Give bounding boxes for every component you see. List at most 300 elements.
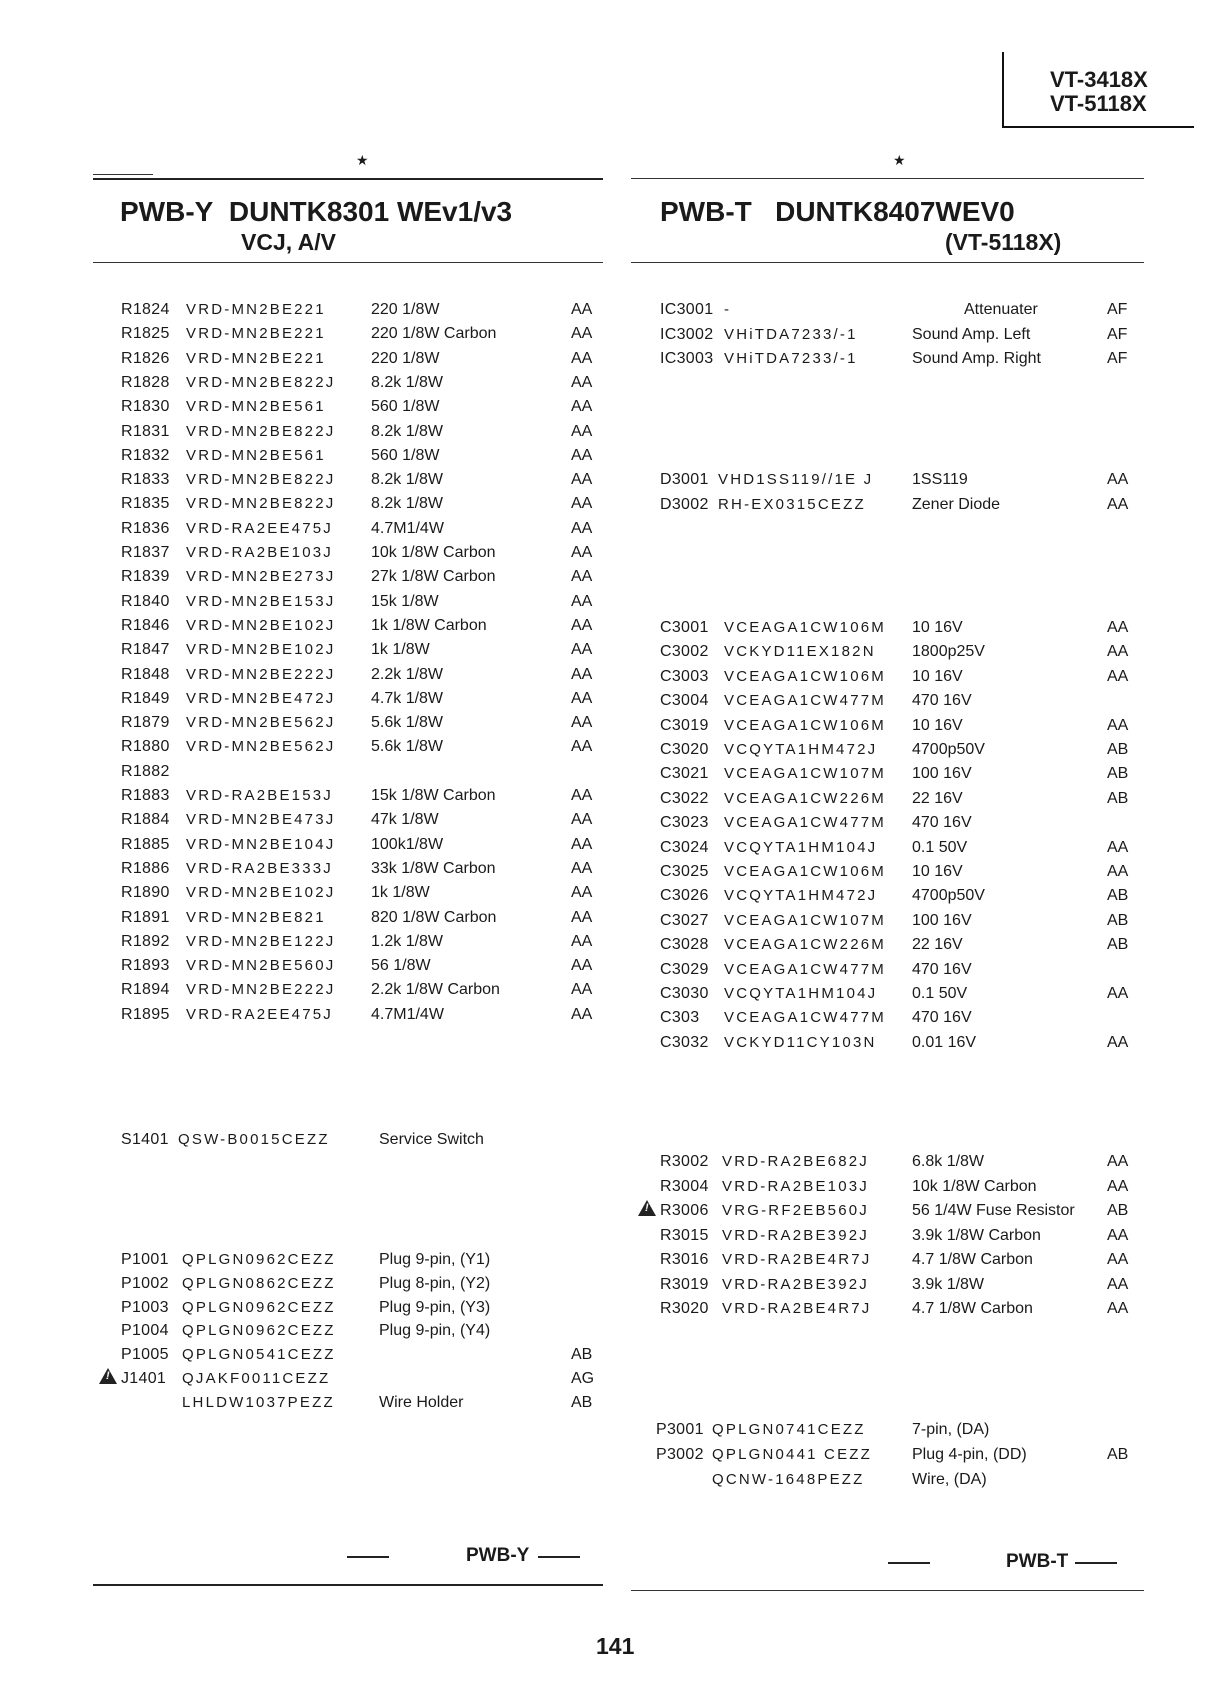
part-code: LHLDW1037PEZZ <box>182 1393 335 1411</box>
part-row <box>0 1248 1212 1272</box>
part-ref: R3015 <box>660 1226 709 1244</box>
section-subtitle: VCJ, A/V <box>241 229 337 255</box>
model-number-box <box>1002 52 1194 128</box>
price-rank: AA <box>1107 716 1129 734</box>
part-row <box>0 1443 1212 1467</box>
price-rank: AA <box>571 787 593 804</box>
part-ref: C3029 <box>660 960 709 978</box>
star-mark: ★ <box>356 152 369 168</box>
price-rank: AA <box>571 422 593 440</box>
price-rank: AA <box>1107 1153 1129 1170</box>
part-code: VRD-RA2BE4R7J <box>722 1251 872 1268</box>
part-code: VRD-MN2BE222J <box>186 981 336 999</box>
part-code: VRD-MN2BE102J <box>186 616 336 634</box>
part-description: 47k 1/8W <box>371 811 439 829</box>
price-rank: AB <box>571 1346 593 1364</box>
part-description: 4.7 1/8W Carbon <box>912 1300 1033 1317</box>
part-code: VCEAGA1CW106M <box>724 716 886 734</box>
section-part-number: DUNTK8301 WEv1/v3 <box>228 196 513 227</box>
divider <box>631 178 1144 179</box>
part-code: VCEAGA1CW477M <box>724 814 886 832</box>
part-description: Plug 9-pin, (Y3) <box>379 1298 491 1316</box>
part-code: VCEAGA1CW477M <box>724 960 886 978</box>
part-description: 10 16V <box>912 863 963 880</box>
part-row <box>0 1297 1212 1321</box>
part-description: 470 16V <box>912 960 972 978</box>
price-rank: AG <box>571 1370 595 1387</box>
price-rank: AA <box>571 519 593 537</box>
part-ref: R1849 <box>121 689 170 707</box>
part-row <box>0 640 1212 664</box>
part-ref: C303 <box>660 1009 700 1027</box>
part-description: 4.7M1/4W <box>371 1005 444 1023</box>
part-code: VRD-MN2BE222J <box>186 665 336 683</box>
safety-warning-mark <box>99 1367 118 1391</box>
part-code: VCKYD11EX182N <box>724 643 876 661</box>
part-row <box>0 958 1212 982</box>
part-description: 100 16V <box>912 911 972 929</box>
part-code: VCEAGA1CW106M <box>724 667 886 685</box>
part-ref: C3019 <box>660 716 709 734</box>
part-ref: C3003 <box>660 667 709 685</box>
part-description: 4700p50V <box>912 741 985 758</box>
part-code: VCKYD11CY103N <box>724 1033 877 1051</box>
part-ref: C3020 <box>660 741 709 758</box>
part-description: Sound Amp. Right <box>912 350 1041 367</box>
part-ref: P1005 <box>121 1346 169 1364</box>
part-description: 8.2k 1/8W <box>371 471 444 489</box>
price-rank: AB <box>1107 936 1129 954</box>
part-code: VHD1SS119//1E J <box>718 471 874 488</box>
part-row <box>0 1273 1212 1297</box>
part-code: VRD-MN2BE102J <box>186 884 336 902</box>
price-rank: AA <box>571 835 593 853</box>
part-ref: C3002 <box>660 643 709 661</box>
price-rank: AA <box>571 325 593 343</box>
part-description: 100 16V <box>912 765 972 783</box>
part-description: 470 16V <box>912 814 972 832</box>
part-row <box>0 1468 1212 1492</box>
footer-label-pwb-y: PWB-Y <box>466 1545 530 1566</box>
part-code: VRD-MN2BE472J <box>186 689 336 707</box>
part-row <box>0 616 1212 640</box>
part-code: VRD-MN2BE822J <box>186 471 336 489</box>
part-ref: R1830 <box>121 398 170 416</box>
part-ref: R3020 <box>660 1300 709 1317</box>
part-code: VCQYTA1HM472J <box>724 741 878 758</box>
price-rank: AA <box>1107 838 1129 856</box>
part-row <box>0 860 1212 884</box>
part-row <box>0 909 1212 933</box>
part-description: 1k 1/8W Carbon <box>371 616 487 634</box>
divider <box>93 262 603 263</box>
part-row <box>0 1128 1212 1152</box>
price-rank: AA <box>1107 863 1129 880</box>
part-row <box>0 565 1212 589</box>
part-row <box>0 1343 1212 1367</box>
part-description: Zener Diode <box>912 496 1001 513</box>
part-ref: C3030 <box>660 985 709 1002</box>
part-description: Wire, (DA) <box>912 1471 987 1488</box>
price-rank: AA <box>571 1005 593 1023</box>
part-code: VCEAGA1CW477M <box>724 692 886 710</box>
part-ref: C3028 <box>660 936 709 954</box>
part-code: VRD-MN2BE561 <box>186 398 326 416</box>
part-row <box>0 1367 1212 1391</box>
part-description: Service Switch <box>379 1131 484 1148</box>
footer-dash <box>1075 1562 1117 1564</box>
part-code: VRD-MN2BE104J <box>186 835 336 853</box>
price-rank: AA <box>571 981 593 999</box>
part-row <box>0 371 1212 395</box>
part-row <box>0 493 1212 517</box>
part-row <box>0 323 1212 347</box>
price-rank: AA <box>1107 1226 1129 1244</box>
part-row <box>0 665 1212 689</box>
part-code: VRD-MN2BE273J <box>186 568 336 586</box>
part-row <box>0 738 1212 762</box>
price-rank: AA <box>571 568 593 586</box>
part-description: 10 16V <box>912 667 963 685</box>
part-description: 8.2k 1/8W <box>371 495 444 513</box>
part-ref: C3022 <box>660 789 709 807</box>
part-description: 560 1/8W <box>371 398 440 416</box>
part-ref: R1882 <box>121 762 170 780</box>
part-code: VRD-MN2BE102J <box>186 641 336 659</box>
part-code: VRD-RA2BE392J <box>722 1275 869 1293</box>
part-row <box>0 714 1212 738</box>
divider <box>631 262 1144 263</box>
part-row <box>0 1319 1212 1343</box>
part-code: VRD-MN2BE822J <box>186 495 336 513</box>
part-description: 470 16V <box>912 1009 972 1027</box>
part-code: VRD-RA2BE103J <box>186 544 333 561</box>
part-description: Sound Amp. Left <box>912 325 1031 343</box>
part-description: 10k 1/8W Carbon <box>371 544 496 561</box>
part-description: 1.2k 1/8W <box>371 932 444 950</box>
price-rank: AA <box>571 714 593 732</box>
part-description: 0.1 50V <box>912 985 968 1002</box>
price-rank: AA <box>571 908 593 926</box>
part-code: RH-EX0315CEZZ <box>718 496 866 513</box>
price-rank: AA <box>571 859 593 877</box>
price-rank: AB <box>1107 1202 1129 1219</box>
price-rank: AB <box>1107 789 1129 807</box>
part-ref: R1836 <box>121 519 170 537</box>
part-description: 10k 1/8W Carbon <box>912 1177 1037 1195</box>
part-row <box>0 1175 1212 1199</box>
part-row <box>0 762 1212 786</box>
part-code: QPLGN0962CEZZ <box>182 1322 336 1340</box>
part-ref: R1885 <box>121 835 170 853</box>
part-description: 56 1/4W Fuse Resistor <box>912 1202 1075 1219</box>
part-description: 4.7k 1/8W <box>371 689 444 707</box>
part-ref: P1001 <box>121 1251 169 1268</box>
part-description: 1SS119 <box>912 471 968 488</box>
price-rank: AA <box>1107 1177 1129 1195</box>
part-ref: IC3002 <box>660 325 714 343</box>
part-description: 1k 1/8W <box>371 884 430 902</box>
part-code: VHiTDA7233/-1 <box>724 350 858 367</box>
part-description: 7-pin, (DA) <box>912 1421 990 1438</box>
model-number: VT-5118X <box>1050 91 1147 116</box>
price-rank: AB <box>1107 741 1129 758</box>
part-code: VCQYTA1HM472J <box>724 887 878 905</box>
part-code: VRG-RF2EB560J <box>722 1202 869 1219</box>
part-row <box>0 590 1212 614</box>
part-ref: R1894 <box>121 981 170 999</box>
part-description: Wire Holder <box>379 1393 464 1411</box>
part-row <box>0 395 1212 419</box>
part-code: VCEAGA1CW106M <box>724 863 886 880</box>
part-code: VRD-RA2EE475J <box>186 1005 333 1023</box>
part-code: VRD-RA2EE475J <box>186 519 333 537</box>
part-ref: R1880 <box>121 738 170 756</box>
part-code: QPLGN0541CEZZ <box>182 1346 336 1364</box>
part-ref: R1884 <box>121 811 170 829</box>
footer-dash <box>888 1562 930 1564</box>
part-description: 56 1/8W <box>371 957 431 975</box>
part-description: 1k 1/8W <box>371 641 430 659</box>
price-rank: AA <box>1107 1300 1129 1317</box>
part-ref: R1825 <box>121 325 170 343</box>
part-ref: J1401 <box>121 1370 167 1387</box>
part-description: 1800p25V <box>912 643 985 661</box>
part-code: - <box>724 301 732 318</box>
part-code: QPLGN0962CEZZ <box>182 1251 336 1268</box>
part-code: QPLGN0862CEZZ <box>182 1274 336 1292</box>
price-rank: AB <box>1107 765 1129 783</box>
price-rank: AA <box>571 641 593 659</box>
part-ref: R1893 <box>121 957 170 975</box>
part-code: VRD-MN2BE473J <box>186 811 336 829</box>
part-description: 4.7 1/8W Carbon <box>912 1251 1033 1268</box>
part-ref: R1824 <box>121 301 170 318</box>
part-description: 220 1/8W Carbon <box>371 325 497 343</box>
part-ref: R1883 <box>121 787 170 804</box>
price-rank: AA <box>571 616 593 634</box>
part-row <box>0 444 1212 468</box>
part-row <box>0 420 1212 444</box>
part-ref: R1846 <box>121 616 170 634</box>
part-ref: C3024 <box>660 838 709 856</box>
divider <box>93 1584 603 1586</box>
part-code: VRD-RA2BE333J <box>186 859 333 877</box>
price-rank: AA <box>571 811 593 829</box>
part-row <box>0 689 1212 713</box>
part-description: 2.2k 1/8W Carbon <box>371 981 500 999</box>
section-prefix: PWB-T <box>660 196 752 227</box>
part-code: VCEAGA1CW106M <box>724 619 886 636</box>
part-ref: C3027 <box>660 911 709 929</box>
part-description: 0.01 16V <box>912 1033 977 1051</box>
part-description: Plug 4-pin, (DD) <box>912 1446 1027 1463</box>
part-ref: R1879 <box>121 714 170 732</box>
part-ref: P1002 <box>121 1274 169 1292</box>
price-rank: AA <box>1107 1033 1129 1051</box>
section-prefix: PWB-Y <box>120 196 214 227</box>
price-rank: AA <box>571 373 593 391</box>
part-code: VCEAGA1CW226M <box>724 936 886 954</box>
part-row <box>0 468 1212 492</box>
price-rank: AA <box>571 738 593 756</box>
section-title-pwb-t <box>660 196 1015 228</box>
part-ref: R1840 <box>121 592 170 610</box>
footer-dash <box>538 1556 580 1558</box>
part-row <box>0 1031 1212 1055</box>
part-code: VRD-MN2BE821 <box>186 908 326 926</box>
part-ref: R3006 <box>660 1202 709 1219</box>
price-rank: AF <box>1107 350 1128 367</box>
part-description: 470 16V <box>912 692 972 710</box>
price-rank: AA <box>571 592 593 610</box>
part-ref: R1890 <box>121 884 170 902</box>
part-ref: R1831 <box>121 422 170 440</box>
part-description: 8.2k 1/8W <box>371 422 444 440</box>
part-ref: R1839 <box>121 568 170 586</box>
part-ref: R1895 <box>121 1005 170 1023</box>
part-code: VRD-RA2BE4R7J <box>722 1300 872 1317</box>
price-rank: AA <box>1107 619 1129 636</box>
part-description: 5.6k 1/8W <box>371 714 444 732</box>
part-code: VRD-RA2BE103J <box>722 1177 869 1195</box>
part-ref: R1833 <box>121 471 170 489</box>
part-row <box>0 1199 1212 1223</box>
page-number: 141 <box>596 1633 635 1659</box>
part-description: 33k 1/8W Carbon <box>371 859 496 877</box>
model-number: VT-3418X <box>1050 67 1148 92</box>
part-description: 560 1/8W <box>371 446 440 464</box>
divider <box>93 174 153 175</box>
part-description: Plug 9-pin, (Y4) <box>379 1322 491 1340</box>
footer-label-pwb-t: PWB-T <box>1006 1551 1069 1572</box>
price-rank: AA <box>571 544 593 561</box>
part-ref: P1003 <box>121 1298 169 1316</box>
part-row <box>0 836 1212 860</box>
part-description: 100k1/8W <box>371 835 444 853</box>
part-row <box>0 1418 1212 1442</box>
part-ref: R3004 <box>660 1177 709 1195</box>
part-code: VCEAGA1CW107M <box>724 765 886 783</box>
part-ref: R1886 <box>121 859 170 877</box>
part-code: VRD-RA2BE153J <box>186 787 333 804</box>
part-ref: C3001 <box>660 619 709 636</box>
part-ref: C3021 <box>660 765 709 783</box>
part-code: VCEAGA1CW226M <box>724 789 886 807</box>
part-ref: IC3001 <box>660 301 714 318</box>
part-ref: C3032 <box>660 1033 709 1051</box>
price-rank: AA <box>571 398 593 416</box>
part-description: 10 16V <box>912 716 963 734</box>
part-code: VRD-RA2BE392J <box>722 1226 869 1244</box>
safety-warning-icon <box>99 1368 117 1384</box>
part-code: VRD-MN2BE562J <box>186 738 336 756</box>
part-description: Attenuater <box>964 301 1038 318</box>
part-row <box>0 1006 1212 1030</box>
part-description: 220 1/8W <box>371 349 440 367</box>
part-ref: R1892 <box>121 932 170 950</box>
price-rank: AA <box>571 471 593 489</box>
part-row <box>0 884 1212 908</box>
part-ref: S1401 <box>121 1131 169 1148</box>
safety-warning-icon <box>638 1200 656 1216</box>
part-row <box>0 347 1212 371</box>
section-part-number: DUNTK8407WEV0 <box>775 196 1015 227</box>
section-title-pwb-y <box>120 196 512 228</box>
price-rank: AA <box>1107 496 1129 513</box>
part-code: VRD-MN2BE221 <box>186 301 326 318</box>
part-code: QSW-B0015CEZZ <box>178 1131 330 1148</box>
price-rank: AA <box>571 301 593 318</box>
part-code: VRD-RA2BE682J <box>722 1153 869 1170</box>
price-rank: AA <box>1107 1275 1129 1293</box>
part-ref: R1835 <box>121 495 170 513</box>
part-code: VCEAGA1CW477M <box>724 1009 886 1027</box>
part-code: VRD-MN2BE153J <box>186 592 336 610</box>
star-mark: ★ <box>893 152 906 168</box>
part-ref: R1832 <box>121 446 170 464</box>
part-code: QCNW-1648PEZZ <box>712 1471 865 1488</box>
price-rank: AA <box>571 932 593 950</box>
part-code: VRD-MN2BE822J <box>186 373 336 391</box>
price-rank: AA <box>1107 985 1129 1002</box>
part-code: VRD-MN2BE221 <box>186 349 326 367</box>
part-ref: R3002 <box>660 1153 709 1170</box>
price-rank: AB <box>1107 1446 1129 1463</box>
part-description: Plug 8-pin, (Y2) <box>379 1274 491 1292</box>
part-row <box>0 933 1212 957</box>
part-ref: C3026 <box>660 887 709 905</box>
part-ref: R3016 <box>660 1251 709 1268</box>
part-ref: R3019 <box>660 1275 709 1293</box>
section-subtitle: (VT-5118X) <box>945 229 1062 255</box>
price-rank: AA <box>571 884 593 902</box>
price-rank: AA <box>571 957 593 975</box>
part-description: 4700p50V <box>912 887 985 905</box>
price-rank: AB <box>1107 911 1129 929</box>
part-row <box>0 1224 1212 1248</box>
part-code: VRD-MN2BE562J <box>186 714 336 732</box>
part-description: 5.6k 1/8W <box>371 738 444 756</box>
part-description: 3.9k 1/8W Carbon <box>912 1226 1041 1244</box>
safety-warning-mark <box>638 1199 657 1223</box>
part-code: VRD-MN2BE822J <box>186 422 336 440</box>
part-ref: R1891 <box>121 908 170 926</box>
part-ref: C3025 <box>660 863 709 880</box>
price-rank: AB <box>1107 887 1129 905</box>
price-rank: AA <box>571 446 593 464</box>
part-code: VRD-MN2BE561 <box>186 446 326 464</box>
part-ref: P3001 <box>656 1421 704 1438</box>
part-description: 27k 1/8W Carbon <box>371 568 496 586</box>
price-rank: AF <box>1107 301 1128 318</box>
part-row <box>0 787 1212 811</box>
price-rank: AA <box>1107 667 1129 685</box>
price-rank: AA <box>1107 643 1129 661</box>
part-description: 15k 1/8W <box>371 592 439 610</box>
part-ref: P1004 <box>121 1322 169 1340</box>
part-ref: C3023 <box>660 814 709 832</box>
part-description: 22 16V <box>912 789 963 807</box>
part-row <box>0 982 1212 1006</box>
part-description: 220 1/8W <box>371 301 440 318</box>
footer-dash <box>347 1556 389 1558</box>
part-code: QPLGN0441 CEZZ <box>712 1446 873 1463</box>
part-ref: R1828 <box>121 373 170 391</box>
price-rank: AB <box>571 1393 593 1411</box>
part-description: 820 1/8W Carbon <box>371 908 497 926</box>
part-description: 3.9k 1/8W <box>912 1275 985 1293</box>
